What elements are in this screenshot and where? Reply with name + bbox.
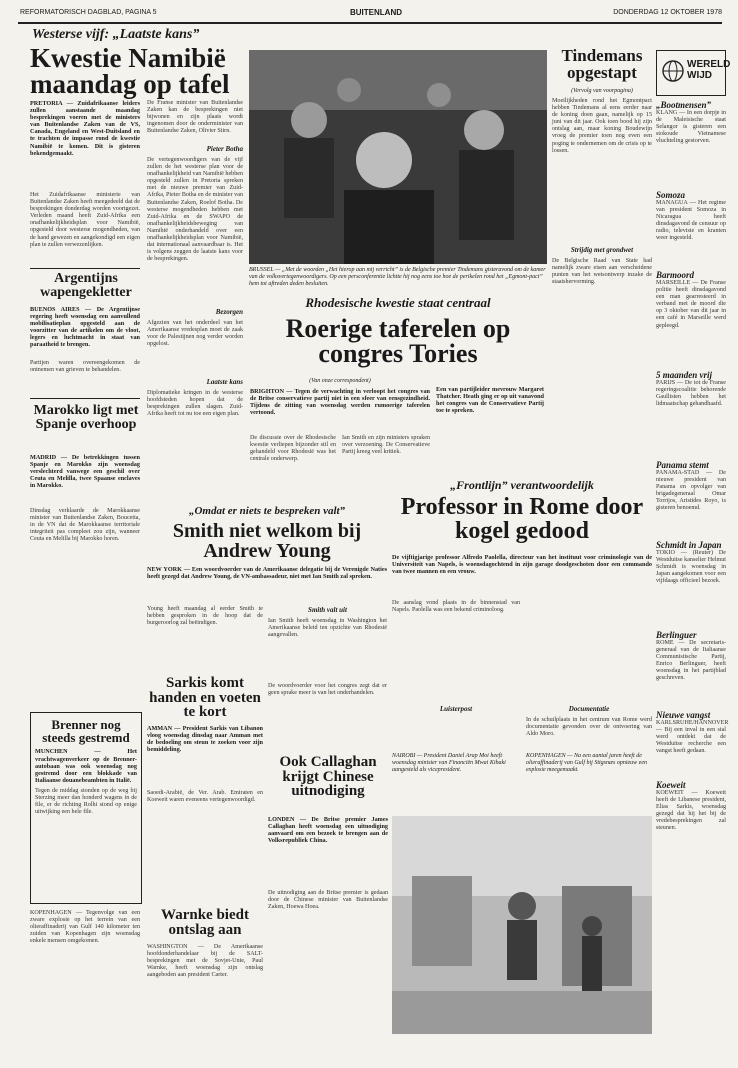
headline-sarkis: Sarkis komt handen en voeten te kort [149,675,261,721]
lead: MADRID — De betrekkingen tussen Spanje en Marokko zijn woensdag verslechterd vanwege een geschil over Ceuta en Melilla, twee Spaanse enclaves in Marokko. [30,454,140,490]
body-text: De discussie over de Rhodesische kwestie verliepen bijzonder stil en gehandeld voor Rhodesië was het centrale onderwerp. [250,435,336,463]
headline-warnke: Warnke biedt ontslag aan [161,907,249,938]
divider [30,268,140,269]
body-text: Dinsdag verklaarde de Marokkaanse minister van Buitenlandse Zaken, Boucetta, in de VN dat de Marokkaanse territoriale integriteit pas compleet zou zijn, wanneer Ceuta en Melilla bij Marokko horen. [30,508,140,543]
item-title: „Bootmensen” [656,100,712,110]
list-item [656,630,726,710]
photo-image [249,50,547,264]
headline-brenner: Brenner nog steeds gestremd [42,717,130,745]
item-text: ROME — De secretaris-generaal van de Italiaanse Communistische Partij, Enrico Berlinguer, heeft woensdag in het partijblad geschreven. [656,640,726,682]
masthead [20,9,722,21]
lead: PRETORIA — Zuidafrikaanse leiders zullen aanstaande maandag besprekingen voeren met de ministers van Buitenlandse Zaken van de VS, Canada, Engeland en West-Duitsland en te trachten de impasse rond de kwestie Namibië te komen. Dit is gisteren bekendgemaakt. [30,100,140,157]
wereld-list [656,100,729,900]
body-text: Saoedi-Arabië, de Ver. Arab. Emiraten en Koeweit waren eveneens vertegenwoordigd. [147,790,263,804]
item-text: PANAMA-STAD — De nieuwe president van Panama en opvolger van brigadegeneraal Omar Torrijos, Aristides Royo, is gisteren benoemd. [656,470,726,512]
list-item [656,710,729,780]
item-title: Barmoord [656,270,695,280]
top-rule [18,22,722,24]
photo-caption: KOPENHAGEN — Na een aantal jaren heeft de olieraffinaderij van Gulf bij Stigsnæs opnieuw een explosie meegemaakt. [526,753,647,773]
list-item [656,190,726,270]
body-text: Diplomatieke kringen in de westerse hoofdsteden hopen dat de besprekingen zullen slagen. Zuid-Afrika heeft tot nu toe een eigen plan. [147,390,243,418]
subhead: Luisterpost [439,705,473,713]
body-text: De vertegenwoordigers van de vijf zullen de het westerse plan voor de onafhankelijkheid van Namibië hebben opgesteld zullen in Pretoria spreken met de nieuwe premier van Zuid-Afrika, Pieter Botha en de minister van Buitenlandse Zaken, Roelof Botha. De westerse mogendheden hebben met Zuid-Afrika en de SWAPO de onafhankelijkheidsbeweging van Namibië onderhandeld over een onafhankelijkheidsplan voor Namibië, dat internationaal aanvaardbaar is. Het is volgens zeggen de laatste kans voor de besprekingen. [147,157,243,263]
body-text: Moeilijkheden rond het Egmontpact hebben Tindemans al eens eerder naar de koning doen gaan, namelijk op 15 juni van dit jaar. Ook toen bood hij zijn ontslag aan, maar koning Boudewijn vroeg de premier toen nog even een poging te ondernemen om de crisis op te lossen. [552,98,652,154]
lead: MUNCHEN — Het vrachtwagenverkeer op de Brenner-autobaan was ook woensdag nog gestremd door een blokkade van Italiaanse douanebeambten in Italië. [35,748,137,784]
item-title: Berlinguer [656,630,697,640]
masthead-date: DONDERDAG 12 OKTOBER 1978 [613,9,722,16]
lead: BUENOS AIRES — De Argentijnse regering heeft woensdag een aanvullend mobilisatieplan opgesteld aan de voorzitter van de artikelen om de vloot, legers en luchtmacht in staat van paraatheid te brengen. [30,306,140,349]
globe-icon [661,59,685,83]
body-text: De Franse minister van Buitenlandse Zaken kan de besprekingen niet bijwonen en zijn plaats wordt ingenomen door de onderminister van Buitenlandse Zaken, Olivier Stirn. [147,100,243,135]
photo-caption: BRUSSEL — „Met de woorden „Het hierop aan mij verricht” is de Belgische premier Tindemans gisteravond om de kamer van de volksvertegenwoordigers. Op een persconferentie lichtte hij nog eens toe hoe de perikelen rond het „Egmont-pact” hem tot aftreden deden besluiten. [249,267,546,287]
kicker: Westerse vijf: „Laatste kans” [32,27,200,42]
item-title: Koeweit [656,780,686,790]
item-text: KLANG — In een dorpje in de Maleisische staat Selangor is gisteren een stokoude Vietnamese vluchteling gestorven. [656,110,726,145]
body-text: Partijen waren overeengekomen de ontnemen van grieven te behandelen. [30,360,140,374]
item-title: Schmidt in Japan [656,540,722,550]
list-item [656,370,726,460]
item-text: PARIJS — De tot de Franse regeringscoalitie behorende Gaullisten hebben het lidmaatschap gehandhaafd. [656,380,726,408]
headline-tindemans: Tindemans opgestapt [561,46,643,82]
body-text: Het Zuidafrikaanse ministerie van Buitenlandse Zaken heeft meegedeeld dat de besprekingen donderdag worden voortgezet. Verleden maand heeft Zuid-Afrika een onafhankelijkheidsplan voor Namibië, opgesteld door westerse mogendheden, van de hand gewezen en aangekondigd een eigen plan te zullen verwezenlijken. [30,192,140,248]
item-title: Panama stemt [656,460,709,470]
list-item [656,780,726,900]
article-kopenhagen: KOPENHAGEN — Tegenvolge van een zware explosie op het terrein van een olieraffinaderij van Gulf 140 kilometer ten zuiden van Kopenhagen zijn woensdag enkele mensen omgekomen. [30,910,140,945]
body-text: Tegen de middag stonden op de weg bij Sterzing meer dan honderd wagens in de file, er de richting Rolhi stond op enige uitwijking een hele file. [35,787,137,816]
list-item [656,100,726,190]
subhead: Documentatie [568,705,610,713]
item-text: TOKIO — (Reuter) De Westduitse kanselier Helmut Schmidt is woensdag in Japan aangekomen voor een vijfdaags officieel bezoek. [656,550,726,585]
list-item [656,270,726,370]
item-text: MANAGUA — Het regime van president Somoza in Nicaragua heeft dinsdagavond de censuur op radio, televisie en kranten weer ingesteld. [656,200,726,242]
wereld-logo [656,50,731,96]
headline-young: Smith niet welkom bij Andrew Young [172,520,362,562]
headline-callaghan: Ook Callaghan krijgt Chinese uitnodiging [279,754,377,800]
body-text: De aanslag vond plaats in de binnenstad van Napels. Paolella was een bekend criminoloog. [392,600,520,614]
headline: Kwestie Namibië maandag op tafel [30,43,230,100]
subhead: Bezorgen [215,308,243,316]
body-text: Ian Smith heeft woensdag in Washington het Amerikaanse beleid ten opzichte van Rhodesië aangevallen. [268,618,387,639]
box-brenner [30,712,142,904]
body-text: Young heeft maandag al eerder Smith te hebben gesproken in de hoop dat de burgeroorlog zal beëindigen. [147,606,263,627]
kicker-rome: „Frontlijn” verantwoordelijk [450,478,594,492]
item-text: KOEWEIT — Koeweit heeft de Libanese president, Elias Sarkis, woensdag gezegd dat hij het bij de vredebesprekingen zal steunen. [656,790,726,832]
body-text: Ian Smith en zijn ministers spraken over verzoening. De Conservatieve Partij kreeg veel kritiek. [342,435,430,456]
divider [30,398,140,399]
subhead: Pieter Botha [206,145,243,153]
photo-caption: NAIROBI — President Daniel Arap Moi heeft woensdag minister van Financiën Mwai Kibaki aangesteld als vicepresident. [392,753,506,773]
item-title: 5 maanden vrij [656,370,713,380]
subhead: Laatste kans [206,378,243,386]
masthead-section: BUITENLAND [350,8,402,17]
subhead: Smith valt uit [308,606,347,614]
headline-tories: Roerige taferelen op congres Tories [285,314,511,369]
lead: BRIGHTON — Tegen de verwachting in verloopt het congres van de Britse conservatieve partij niet in een sfeer van eensgezindheid. Tijdens de zitting van woensdag werden rumoerige taferelen vertoond. [250,388,430,417]
kicker-young: „Omdat er niets te bespreken valt” [188,505,346,517]
masthead-left: REFORMATORISCH DAGBLAD, PAGINA 5 [20,9,157,16]
body-text: In de schuilplaats in het centrum van Rome werd documentatie gevonden over de ontvoering van Aldo Moro. [526,717,652,738]
body-text: Een van partijleider mevrouw Margaret Thatcher. Heath ging er op uit vanavond het congres van de Conservatieve Partij toe te spreken. [436,386,544,415]
body-text: De uitnodiging aan de Britse premier is gedaan door de Chinese minister van Buitenlandse Zaken, Hoewa Hoea. [268,890,388,911]
lead: LONDEN — De Britse premier James Callaghan heeft woensdag een uitnodiging aanvaard om een bezoek te brengen aan de Volksrepubliek China. [268,816,388,845]
headline-argentinie: Argentijns wapengekletter [40,271,132,300]
photo-bottom [392,816,652,1034]
list-item [656,460,726,540]
body-text: Afgezien van het onderdeel van het Amerikaanse vredesplan moet de zaak voor de Palestijnen nog verder worden opgelost. [147,320,243,348]
item-title: Somoza [656,190,686,200]
box-wereld-wijd [656,50,731,910]
item-text: KARLSRUHE/HANNOVER — Bij een inval in een stal werd ontdekt dat de Westduitse recherche een vangst heeft gedaan. [656,720,729,755]
body-text: De woordvoerder voor het congres zegt dat er geen sprake meer is van het onderhandelen. [268,683,387,697]
lead: NEW YORK — Een woordvoerder van de Amerikaanse delegatie bij de Verenigde Naties heeft gezegd dat Andrew Young, de VN-ambassadeur, niet met Ian Smith zal spreken. [147,566,387,581]
kicker-tories: Rhodesische kwestie staat centraal [305,295,491,310]
logo-text: WERELD WIJD [687,59,731,81]
lead: De vijftigjarige professor Alfredo Paolella, directeur van het instituut voor criminologie van de Universiteit van Napels, is woensdagochtend in zijn garage doodgeschoten door een commando van twee mannen en een vrouw. [392,554,652,576]
byline: (Van onze correspondent) [309,378,371,384]
photo-tindemans [249,50,547,264]
item-text: MARSEILLE — De Franse politie heeft dinsdagavond een man gearresteerd in verband met de moord die op 3 oktober van dit jaar in een café in Marseille werd gepleegd. [656,280,726,329]
body-text: WASHINGTON — De Amerikaanse hoofdonderhandelaar bij de SALT-besprekingen met de Sovjet-Unie, Paul Warnke, heeft woensdag zijn ontslag aangeboden aan president Carter. [147,944,263,979]
body-text: De Belgische Raad van State had namelijk zware eisen aan verscheidene punten van het wetsontwerp inzake de staatshervorming. [552,258,652,286]
headline-marokko: Marokko ligt met Spanje overhoop [33,403,139,432]
photo-image [392,816,652,1034]
item-title: Nieuwe vangst [656,710,711,720]
byline: (Vervolg van voorpagina) [571,88,633,94]
subhead: Strijdig met grondwet [570,246,634,254]
list-item [656,540,726,630]
headline-rome: Professor in Rome door kogel gedood [400,494,644,544]
lead: AMMAN — President Sarkis van Libanon vloog woensdag dinsdag naar Amman met de bedoeling om steun te zoeken voor zijn bemiddeling. [147,725,263,754]
